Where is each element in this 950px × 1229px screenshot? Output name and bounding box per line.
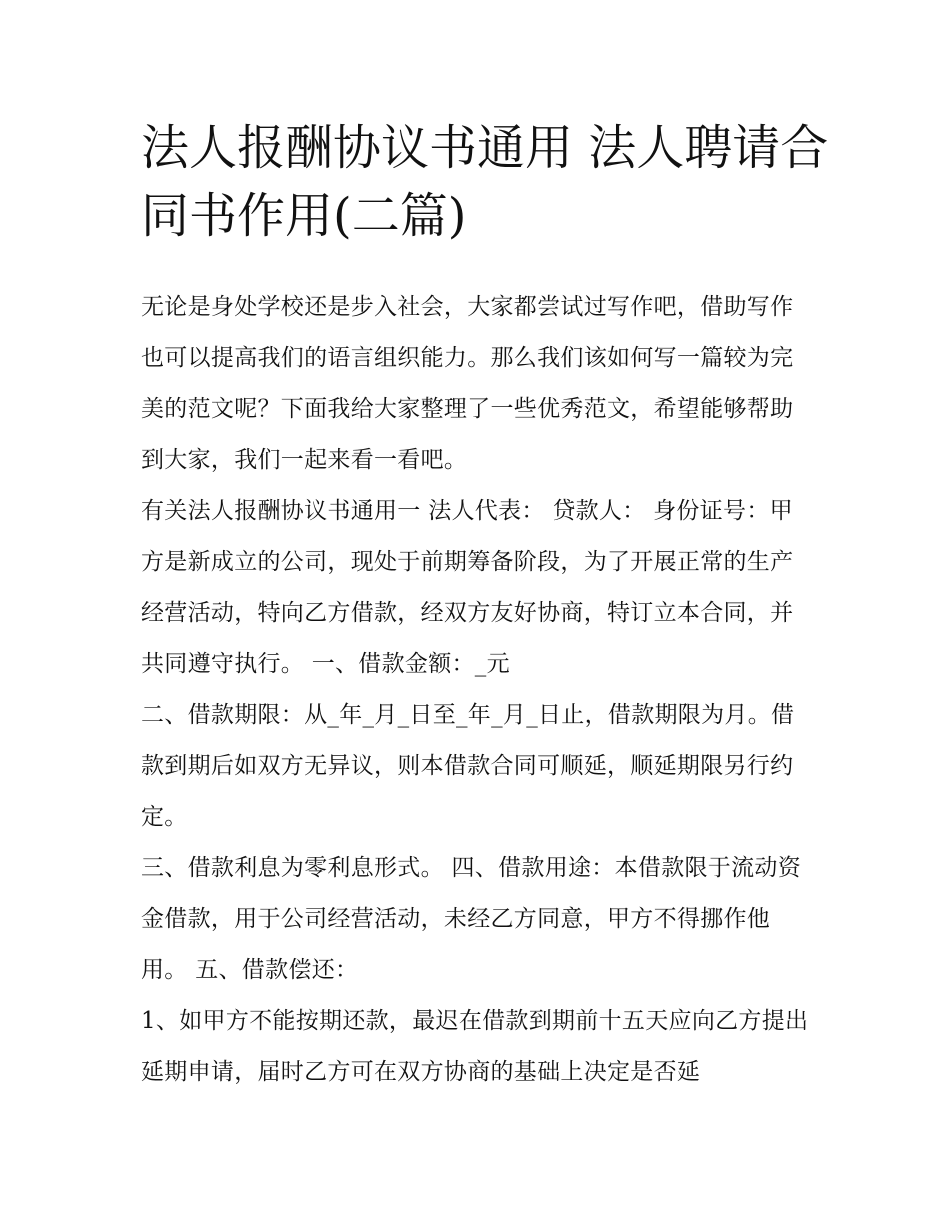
paragraph-repayment: 1、如甲方不能按期还款，最迟在借款到期前十五天应向乙方提出延期申请，届时乙方可在双方协商的基础上决定是否延 — [141, 1008, 809, 1085]
document-title: 法人报酬协议书通用 法人聘请合同书作用(二篇) — [141, 120, 829, 244]
paragraph-interest-usage: 三、借款利息为零利息形式。 四、借款用途：本借款限于流动资金借款，用于公司经营活动，未经乙方同意，甲方不得挪作他用。 五、借款偿还： — [141, 855, 802, 983]
paragraph-parties: 有关法人报酬协议书通用一 法人代表： 贷款人： 身份证号：甲方是新成立的公司，现处于前期筹备阶段，为了开展正常的生产经营活动，特向乙方借款，经双方友好协商，特订立本合同，并共同遵守执行。 一、借款金额：_元 — [141, 498, 794, 677]
paragraph-loan-term: 二、借款期限：从_年_月_日至_年_月_日止，借款期限为月。借款到期后如双方无异议，则本借款合同可顺延，顺延期限另行约定。 — [141, 702, 795, 830]
document-body — [141, 282, 816, 1098]
paragraph-intro: 无论是身处学校还是步入社会，大家都尝试过写作吧，借助写作也可以提高我们的语言组织能力。那么我们该如何写一篇较为完美的范文呢？下面我给大家整理了一些优秀范文，希望能够帮助到大家，我们一起来看一看吧。 — [141, 294, 794, 473]
